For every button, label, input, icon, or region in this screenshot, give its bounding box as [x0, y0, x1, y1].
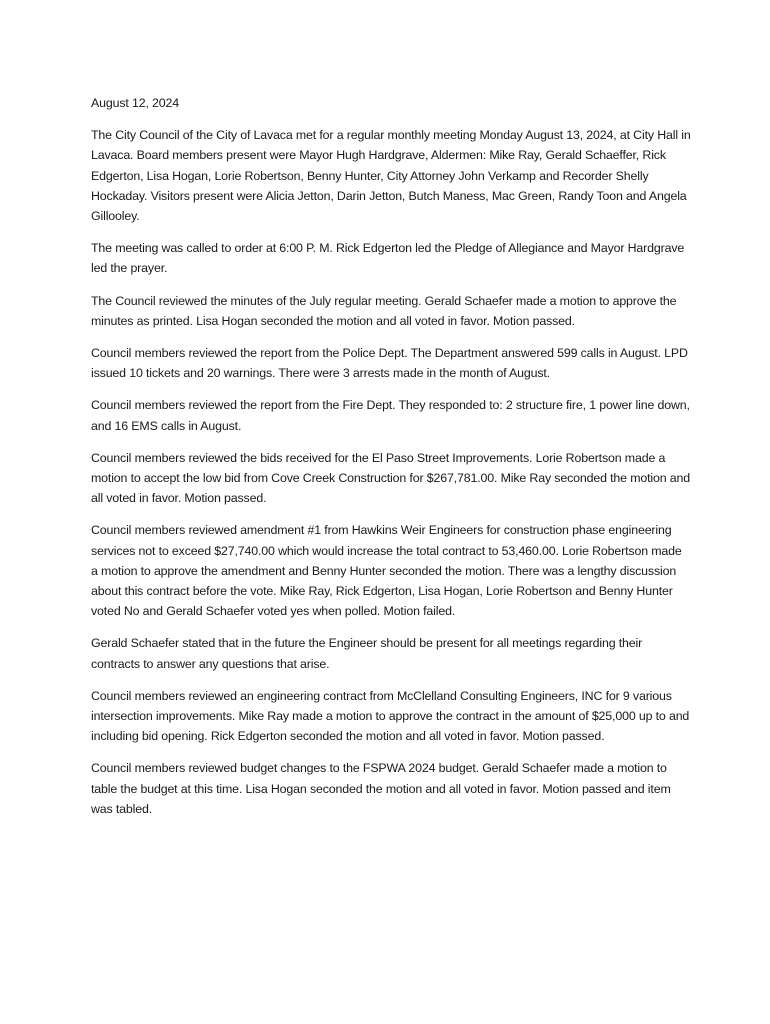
paragraph-hawkins-amendment: Council members reviewed amendment #1 from Hawkins Weir Engineers for construction phase engineering services not to exceed $27,740.00 which would increase the total contract to 53,460.00. Lorie Robertson made a motion to approve the amendment and Benny Hunter seconded the motion. There was a lengthy discussion about this contract before the vote. Mike Ray, Rick Edgerton, Lisa Hogan, Lorie Robertson and Benny Hunter voted No and Gerald Schaefer voted yes when polled. Motion failed. — [91, 523, 682, 619]
paragraph-call-to-order: The meeting was called to order at 6:00 P. M. Rick Edgerton led the Pledge of Allegiance and Mayor Hardgrave led the prayer. — [91, 241, 685, 276]
paragraph-fire-report: Council members reviewed the report from the Fire Dept. They responded to: 2 structure fire, 1 power line down, and 16 EMS calls in August. — [91, 398, 690, 433]
paragraph-police-report: Council members reviewed the report from the Police Dept. The Department answered 599 calls in August. LPD issued 10 tickets and 20 warnings. There were 3 arrests made in the month of August. — [91, 346, 688, 381]
meeting-date: August 12, 2024 — [91, 96, 179, 110]
paragraph-el-paso-bids: Council members reviewed the bids received for the El Paso Street Improvements. Lorie Robertson made a motion to accept the low bid from Cove Creek Construction for $267,781.00. Mike Ray seconded the motion and all voted in favor. Motion passed. — [91, 450, 690, 506]
paragraph-budget-changes: Council members reviewed budget changes to the FSPWA 2024 budget. Gerald Schaefer made a motion to table the budget at this time. Lisa Hogan seconded the motion and all voted in favor. Motion passed and item was tabled. — [91, 761, 671, 816]
paragraph-minutes: The Council reviewed the minutes of the July regular meeting. Gerald Schaefer made a motion to approve the minutes as printed. Lisa Hogan seconded the motion and all voted in favor. Motion passed. — [91, 293, 677, 328]
paragraph-engineer-statement: Gerald Schaefer stated that in the future the Engineer should be present for all meetings regarding their contracts to answer any questions that arise. — [91, 636, 643, 671]
paragraph-mcclelland-contract: Council members reviewed an engineering contract from McClelland Consulting Engineers, INC for 9 various intersection improvements. Mike Ray made a motion to approve the contract in the amount of $25,000 up to and including bid opening. Rick Edgerton seconded the motion and all voted in favor. Motion passed. — [91, 688, 690, 744]
paragraph-attendance: The City Council of the City of Lavaca met for a regular monthly meeting Monday August 13, 2024, at City Hall in Lavaca. Board members present were Mayor Hugh Hardgrave, Aldermen: Mike Ray, Gerald Schaeffer, Rick Edgerton, Lisa Hogan, Lorie Robertson, Benny Hunter, City Attorney John Verkamp and Recorder Shelly Hockaday. Visitors present were Alicia Jetton, Darin Jetton, Butch Maness, Mac Green, Randy Toon and Angela Gillooley. — [91, 128, 691, 224]
document-page — [91, 93, 691, 831]
